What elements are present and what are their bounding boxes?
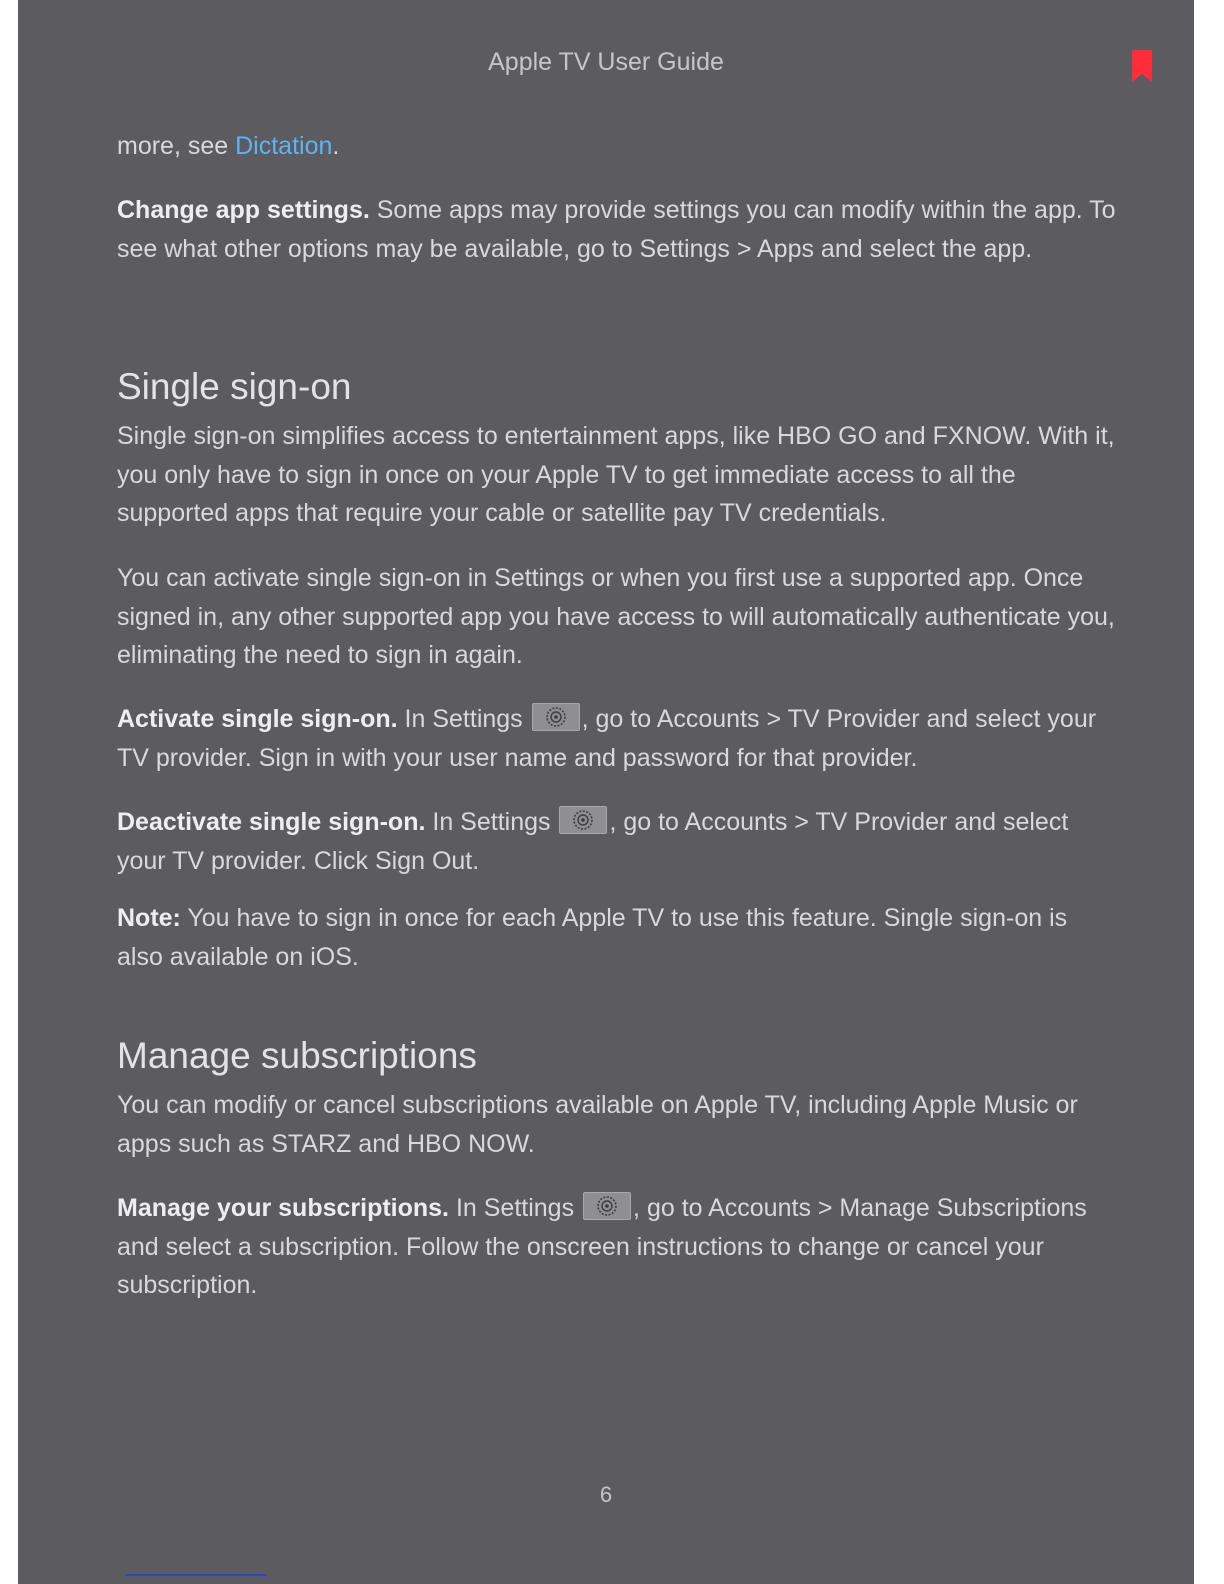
- page-header-title: Apple TV User Guide: [488, 48, 724, 76]
- activate-sso-title: Activate single sign-on.: [117, 705, 398, 733]
- single-sign-on-activate-info: [117, 559, 1117, 675]
- change-app-settings-text: Some apps may provide settings you can modify within the app. To see what other options may be available, go to Settings > Apps and select the app.: [117, 196, 1116, 263]
- dictation-link[interactable]: Dictation: [235, 132, 333, 160]
- deactivate-sso-text-after: , go to Accounts > TV Provider and select your TV provider. Click Sign Out.: [117, 808, 1069, 875]
- manage-subscriptions-text-before: In Settings: [449, 1194, 582, 1222]
- change-app-settings-paragraph: [117, 191, 1117, 268]
- single-sign-on-para1: Single sign-on simplifies access to entertainment apps, like HBO GO and FXNOW. With it, you only have to sign in once on your Apple TV to get immediate access to all the supported apps that require your cable or satellite pay TV credentials.: [117, 422, 1115, 527]
- manage-subscriptions-para1: You can modify or cancel subscriptions available on Apple TV, including Apple Music or apps such as STARZ and HBO NOW.: [117, 1091, 1078, 1158]
- page-number: 6: [599, 1482, 613, 1507]
- manage-subscriptions-paragraph: [117, 1189, 1117, 1305]
- single-sign-on-intro: [117, 417, 1117, 533]
- manage-subscriptions-title: Manage your subscriptions.: [117, 1194, 450, 1222]
- section-heading-manage-subscriptions: Manage subscriptions: [117, 1035, 477, 1076]
- activate-sso-text-before: In Settings: [397, 705, 530, 733]
- section-heading-single-sign-on: Single sign-on: [117, 366, 352, 407]
- intro-prefix: more, see: [117, 132, 236, 160]
- note-text: You have to sign in once for each Apple TV to use this feature. Single sign-on is also available on iOS.: [117, 904, 1068, 971]
- single-sign-on-para2: You can activate single sign-on in Settings or when you first use a supported app. Once signed in, any other supported app you have access to will automatically authenticate you, eliminating the need to sign in again.: [117, 564, 1115, 669]
- manage-subscriptions-intro: [117, 1086, 1117, 1163]
- settings-gear-icon: [583, 1192, 631, 1220]
- single-sign-on-heading-block: [117, 365, 1117, 409]
- intro-paragraph: [117, 127, 1117, 166]
- activate-sso-text-after: , go to Accounts > TV Provider and select your TV provider. Sign in with your user name and password for that provider.: [117, 705, 1097, 772]
- change-app-settings-title: Change app settings.: [117, 196, 370, 224]
- note-label: Note:: [117, 904, 181, 932]
- deactivate-sso-paragraph: [117, 803, 1117, 880]
- settings-gear-icon: [532, 703, 580, 731]
- page: [18, 0, 1194, 1584]
- intro-suffix: .: [332, 132, 340, 160]
- footer-divider: [125, 1574, 266, 1576]
- note-paragraph: [117, 899, 1117, 976]
- manage-subscriptions-heading-block: [117, 1034, 1117, 1078]
- manage-subscriptions-text-after: , go to Accounts > Manage Subscriptions and select a subscription. Follow the onscreen instructions to change or cancel your subscription.: [117, 1194, 1087, 1299]
- activate-sso-paragraph: [117, 700, 1117, 777]
- deactivate-sso-title: Deactivate single sign-on.: [117, 808, 426, 836]
- bookmark-icon[interactable]: [1130, 50, 1154, 82]
- deactivate-sso-text-before: In Settings: [425, 808, 558, 836]
- settings-gear-icon: [559, 806, 607, 834]
